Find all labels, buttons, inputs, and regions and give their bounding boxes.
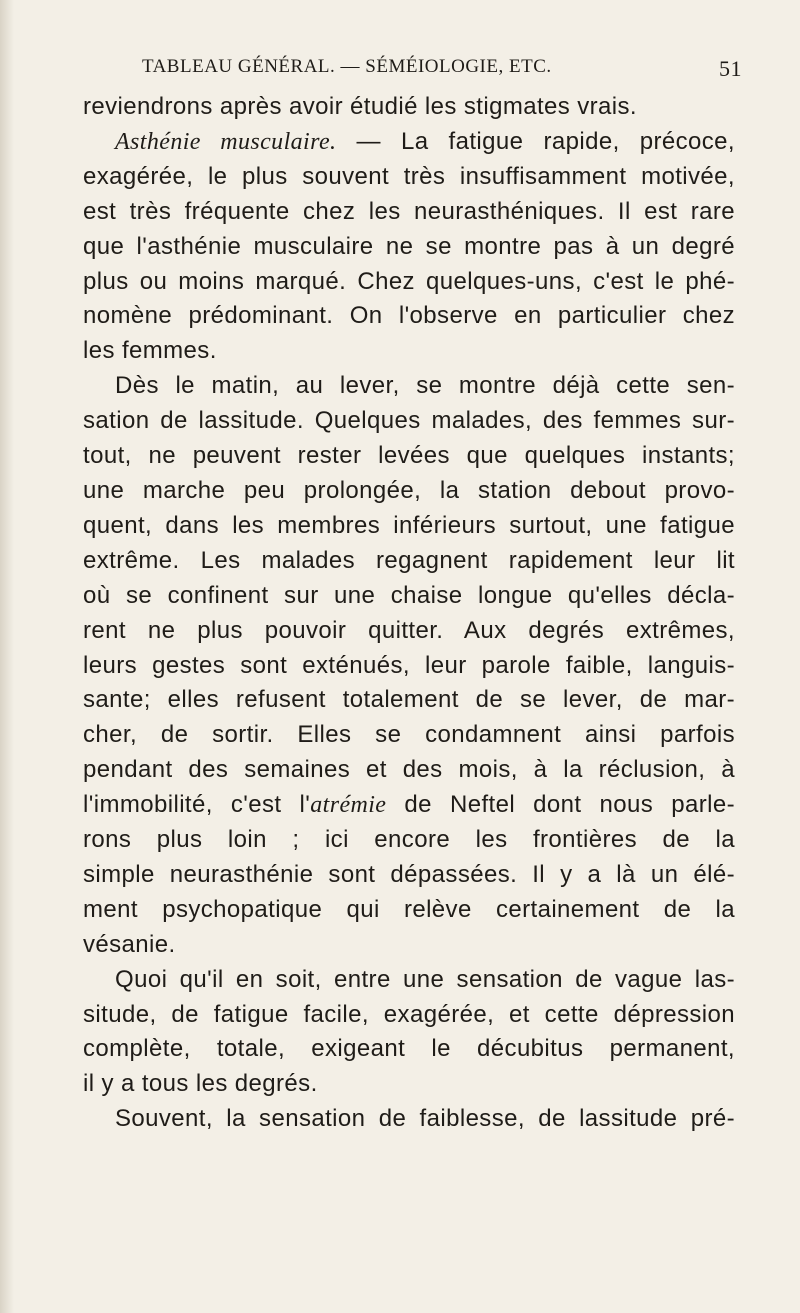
text-line: nomène prédominant. On l'observe en particulier chez bbox=[83, 302, 735, 330]
text-line: Dès le matin, au lever, se montre déjà cette sen- bbox=[115, 372, 735, 400]
text-line: Souvent, la sensation de faiblesse, de lassitude pré- bbox=[115, 1105, 735, 1133]
text-line: est très fréquente chez les neurasthéniques. Il est rare bbox=[83, 197, 735, 225]
text-line: ment psychopatique qui relève certainement de la bbox=[83, 895, 735, 923]
text-line: reviendrons après avoir étudié les stigmates vrais. bbox=[83, 93, 637, 120]
text-line: il y a tous les degrés. bbox=[83, 1070, 318, 1098]
text-line: extrême. Les malades regagnent rapidement leur lit bbox=[83, 546, 735, 574]
text-line: tout, ne peuvent rester levées que quelques instants; bbox=[83, 442, 735, 470]
text-run: — La fatigue rapide, précoce, bbox=[336, 127, 736, 155]
text-line: quent, dans les membres inférieurs surtout, une fatigue bbox=[83, 511, 735, 539]
text-line bbox=[83, 125, 735, 160]
paragraph-quoi-quil-en-soit bbox=[83, 963, 735, 1103]
text-line: où se confinent sur une chaise longue qu'elles décla- bbox=[83, 581, 735, 609]
page-number: 51 bbox=[719, 56, 742, 81]
text-line: complète, totale, exigeant le décubitus permanent, bbox=[83, 1035, 735, 1063]
running-head bbox=[92, 56, 742, 86]
paragraph-continuation bbox=[83, 90, 735, 125]
text-line: exagérée, le plus souvent très insuffisamment motivée, bbox=[83, 162, 735, 190]
text-line: les femmes. bbox=[83, 337, 217, 365]
text-line: Quoi qu'il en soit, entre une sensation de vague las- bbox=[115, 965, 735, 993]
page-gutter-shadow bbox=[0, 0, 14, 1313]
text-line: pendant des semaines et des mois, à la réclusion, à bbox=[83, 756, 735, 784]
text-line: vésanie. bbox=[83, 930, 176, 958]
text-line bbox=[83, 788, 735, 823]
text-line: leurs gestes sont exténués, leur parole faible, languis- bbox=[83, 651, 735, 679]
paragraph-asthenie bbox=[83, 125, 735, 369]
paragraph-matin bbox=[83, 369, 735, 962]
text-line: sation de lassitude. Quelques malades, des femmes sur- bbox=[83, 407, 735, 435]
running-head-title: TABLEAU GÉNÉRAL. — SÉMÉIOLOGIE, ETC. bbox=[142, 56, 552, 77]
text-line: rons plus loin ; ici encore les frontières de la bbox=[83, 826, 735, 854]
text-line: sante; elles refusent totalement de se lever, de mar- bbox=[83, 686, 735, 714]
paragraph-souvent bbox=[83, 1102, 735, 1137]
text-run: de Neftel dont nous parle- bbox=[386, 791, 735, 819]
section-heading-asthenie-musculaire: Asthénie musculaire. bbox=[115, 128, 337, 155]
text-run: l'immobilité, c'est l' bbox=[83, 791, 311, 819]
text-line: plus ou moins marqué. Chez quelques-uns, c'est le phé- bbox=[83, 267, 735, 295]
text-line: cher, de sortir. Elles se condamnent ainsi parfois bbox=[83, 721, 735, 749]
text-line: situde, de fatigue facile, exagérée, et cette dépression bbox=[83, 1000, 735, 1028]
term-atremie: atrémie bbox=[310, 792, 387, 819]
text-line: simple neurasthénie sont dépassées. Il y a là un élé- bbox=[83, 860, 735, 888]
text-line: rent ne plus pouvoir quitter. Aux degrés extrêmes, bbox=[83, 616, 735, 644]
text-line: que l'asthénie musculaire ne se montre pas à un degré bbox=[83, 232, 735, 260]
text-line: une marche peu prolongée, la station debout provo- bbox=[83, 476, 735, 504]
body-text bbox=[83, 90, 735, 1137]
